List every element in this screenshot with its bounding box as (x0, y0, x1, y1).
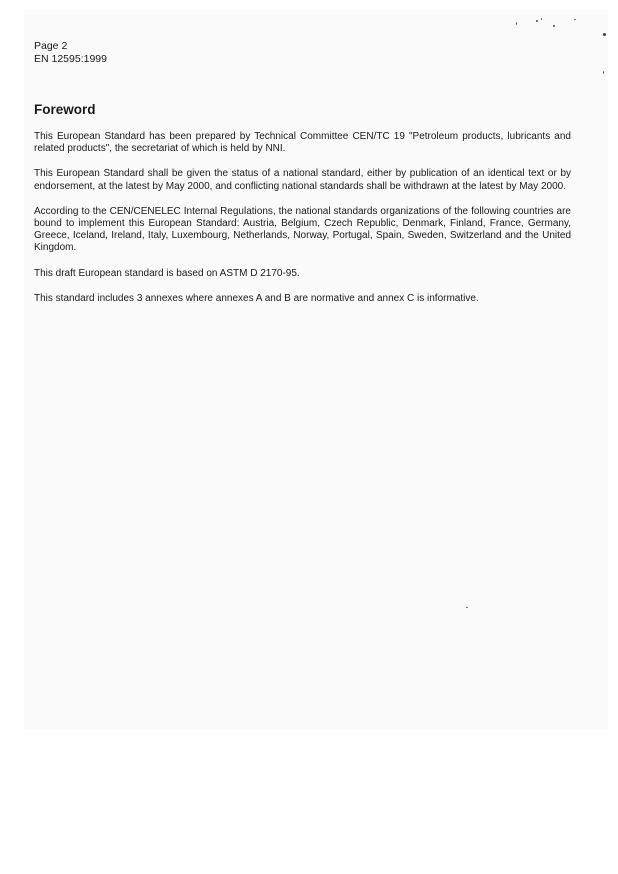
paragraph-status: This European Standard shall be given the status of a national standard, either by publication of an identical text or by endorsement, at the latest by May 2000, and conflicting national standards shall be withdrawn at the latest by May 2000. (34, 168, 571, 192)
scan-speck (603, 71, 604, 74)
paragraph-annexes: This standard includes 3 annexes where annexes A and B are normative and annex C is informative. (34, 292, 479, 304)
scan-speck (516, 22, 517, 25)
foreword-body (34, 131, 571, 318)
scan-speck (541, 18, 542, 20)
page-header (34, 40, 107, 65)
paragraph-committee: This European Standard has been prepared by Technical Committee CEN/TC 19 "Petroleum products, lubricants and related products", the secretariat of which is held by NNI. (34, 131, 571, 155)
scanned-page-area (24, 10, 608, 730)
paragraph-countries: According to the CEN/CENELEC Internal Regulations, the national standards organizations of the following countries are bound to implement this European Standard: Austria, Belgium, Czech Republic, Denmark, Finland, France, Germany, Greece, Iceland, Ireland, Italy, Luxembourg, Netherlands, Norway, Portugal, Spain, Sweden, Switzerland and the United Kingdom. (34, 205, 571, 254)
scan-speck (574, 19, 576, 20)
section-heading: Foreword (34, 102, 96, 117)
page-number: Page 2 (34, 40, 68, 52)
scan-speck (466, 607, 468, 608)
standard-id: EN 12595:1999 (34, 52, 107, 65)
paragraph-basis: This draft European standard is based on ASTM D 2170-95. (34, 267, 300, 279)
scan-speck (603, 33, 606, 36)
scan-speck (553, 25, 555, 27)
scan-speck (536, 20, 538, 22)
